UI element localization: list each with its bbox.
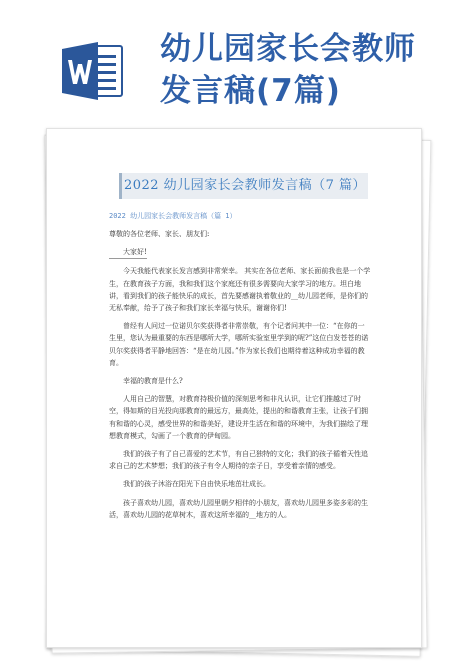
paragraph: 孩子喜欢幼儿园，喜欢幼儿园里朝夕相伴的小朋友，喜欢幼儿园里多姿多彩的生活，喜欢幼儿园的花草树木，喜欢这所幸福的__地方的人。 [109, 498, 368, 519]
word-document-icon [62, 42, 124, 100]
paragraph: 曾经有人问过一位诺贝尔奖获得者非常崇敬，有个记者问其中一位：“在你的一生里，您认为最重要的东西是哪所大学，哪所实验室里学到的呢?”这位白发苍苍的诺贝尔奖获得者平静地回答：“是在幼儿园。”作为家长我们也期待着这种成功幸福的教育。 [109, 322, 369, 367]
paragraph: 人用自己的智慧，对教育持极价值的深刻思考和非凡认识，让它们推越过了时空，得如斯的目光投向那教育的最远方，最高处，提出的和谐教育主张，让孩子们拥有和谐的心灵，感受世界的和谐美好，建设并生活在和谐的环境中，为我们描绘了理想教育模式，勾画了一个教育的伊甸园。 [109, 395, 368, 440]
page-title [160, 28, 460, 112]
paragraph: 幸福的教育是什么? [123, 377, 183, 386]
document-page [46, 128, 422, 648]
paragraph: 我们的孩子有了自己喜爱的艺术节，有自己独特的文化；我们的孩子循着天性追求自己的艺术梦想；我们的孩子有令人期待的亲子日，享受着亲情的感受。 [109, 450, 368, 471]
header [0, 0, 474, 130]
document-title: 2022 幼儿园家长会教师发言稿（7 篇） [123, 178, 367, 193]
paragraph: 今天我能代表家长发言感到非常荣幸。 其实在各位老师、家长面前我也是一个学生，在教育孩子方面，我和我们这个家庭还有很多需要向大家学习的地方。坦白地讲，看到我们的孩子能快乐的成长，首先要感谢执着敬业的__幼儿园老师，是你们的无私奉献，给予了孩子和我们家长幸福与快乐，谢谢你们! [109, 267, 371, 313]
paragraph: 我们的孩子沐浴在阳光下自由快乐地茁壮成长。 [123, 480, 270, 489]
document-body [109, 228, 371, 527]
section-heading: 2022 幼儿园家长会教师发言稿（篇 1） [109, 212, 237, 220]
page-title-line-1: 幼儿园家长会教师 [160, 31, 416, 67]
paragraph: 尊敬的各位老师、家长、朋友们: [109, 230, 210, 238]
paragraph: 大家好! [109, 246, 147, 259]
document-preview [46, 128, 426, 653]
document-title-banner [119, 173, 368, 199]
page-title-line-2: 发言稿(7篇) [160, 73, 341, 109]
